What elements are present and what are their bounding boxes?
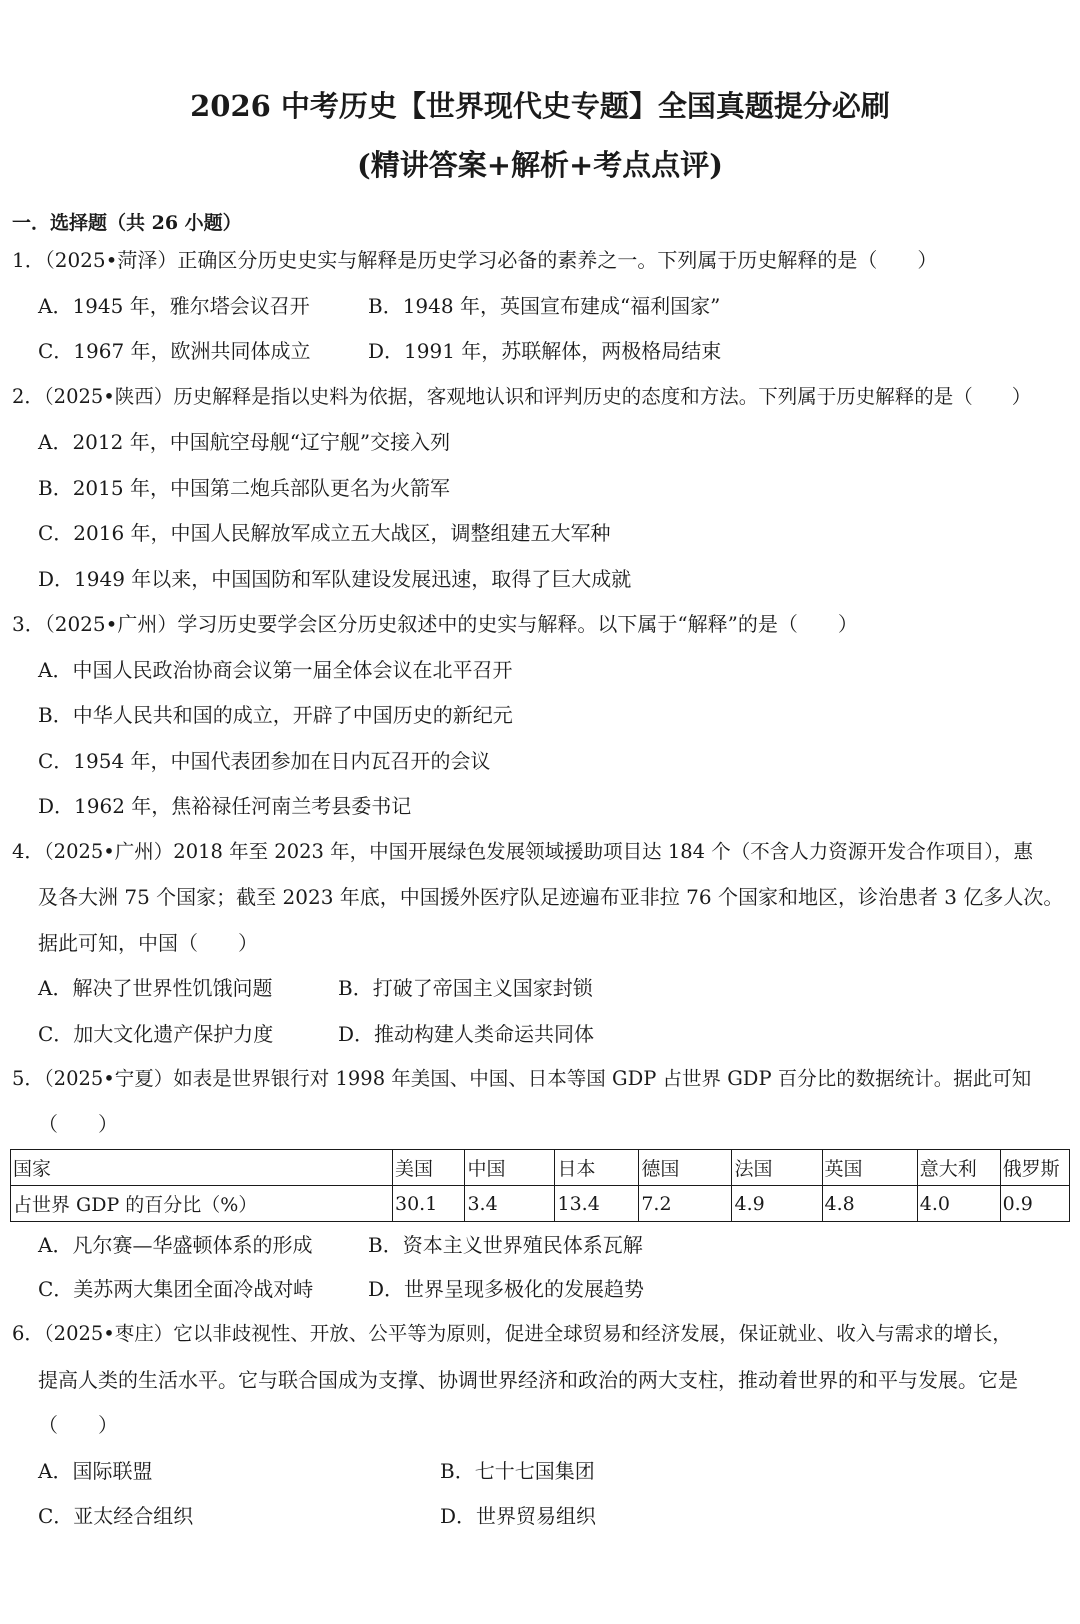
question-1-option-b[interactable]: B．1948 年，英国宣布建成“福利国家”	[368, 294, 721, 318]
gdp-table-header-row	[11, 1150, 1070, 1186]
table-cell: 日本	[555, 1150, 639, 1186]
question-3-option-c[interactable]: C．1954 年，中国代表团参加在日内瓦召开的会议	[38, 749, 491, 773]
question-1-option-c[interactable]: C．1967 年，欧洲共同体成立	[38, 339, 311, 363]
question-3-option-b[interactable]: B．中华人民共和国的成立，开辟了中国历史的新纪元	[38, 703, 513, 727]
question-6-stem-line-2: 提高人类的生活水平。它与联合国成为支撑、协调世界经济和政治的两大支柱，推动着世界的和平与发展。它是	[38, 1368, 1018, 1392]
question-5-stem-line-1: 5．（2025•宁夏）如表是世界银行对 1998 年美国、中国、日本等国 GDP 占世界 GDP 百分比的数据统计。据此可知	[12, 1067, 1032, 1090]
question-2-option-b[interactable]: B．2015 年，中国第二炮兵部队更名为火箭军	[38, 476, 450, 500]
question-2-stem: 2．（2025•陕西）历史解释是指以史料为依据，客观地认识和评判历史的态度和方法。下列属于历史解释的是（ ）	[12, 385, 1032, 408]
question-6-stem-line-3: （ ）	[38, 1413, 118, 1437]
gdp-table	[10, 1149, 1070, 1222]
table-cell: 英国	[822, 1150, 917, 1186]
question-6-stem-line-1: 6．（2025•枣庄）它以非歧视性、开放、公平等为原则，促进全球贸易和经济发展，保证就业、收入与需求的增长，	[12, 1322, 1012, 1345]
question-1-option-a[interactable]: A．1945 年，雅尔塔会议召开	[38, 294, 310, 318]
question-2-option-c[interactable]: C．2016 年，中国人民解放军成立五大战区，调整组建五大军种	[38, 521, 611, 545]
table-cell: 13.4	[555, 1186, 639, 1222]
table-cell: 意大利	[917, 1150, 1000, 1186]
table-cell: 德国	[639, 1150, 732, 1186]
question-6-option-b[interactable]: B．七十七国集团	[440, 1459, 595, 1483]
question-6-option-a[interactable]: A．国际联盟	[38, 1459, 153, 1483]
question-5-option-c[interactable]: C．美苏两大集团全面冷战对峙	[38, 1277, 314, 1301]
question-5-option-a[interactable]: A．凡尔赛—华盛顿体系的形成	[38, 1233, 313, 1257]
question-1-stem: 1．（2025•菏泽）正确区分历史史实与解释是历史学习必备的素养之一。下列属于历史解释的是（ ）	[12, 248, 938, 272]
question-5-option-d[interactable]: D．世界呈现多极化的发展趋势	[368, 1277, 645, 1301]
question-6-option-c[interactable]: C．亚太经合组织	[38, 1504, 194, 1528]
table-cell: 0.9	[1000, 1186, 1069, 1222]
question-4-option-b[interactable]: B．打破了帝国主义国家封锁	[338, 976, 593, 1000]
question-5-stem-line-2: （ ）	[38, 1112, 118, 1136]
question-2-option-a[interactable]: A．2012 年，中国航空母舰“辽宁舰”交接入列	[38, 430, 451, 454]
question-4-option-d[interactable]: D．推动构建人类命运共同体	[338, 1022, 595, 1046]
question-2-option-d[interactable]: D．1949 年以来，中国国防和军队建设发展迅速，取得了巨大成就	[38, 567, 632, 591]
question-4-stem-line-2: 及各大洲 75 个国家；截至 2023 年底，中国援外医疗队足迹遍布亚非拉 76 个国家和地区，诊治患者 3 亿多人次。	[38, 885, 1064, 909]
section-heading: 一．选择题（共 26 小题）	[12, 212, 242, 234]
table-cell: 4.8	[822, 1186, 917, 1222]
page-subtitle: (精讲答案+解析+考点点评)	[356, 148, 724, 182]
table-cell: 30.1	[392, 1186, 464, 1222]
question-3-option-a[interactable]: A．中国人民政治协商会议第一届全体会议在北平召开	[38, 658, 513, 682]
question-5-option-b[interactable]: B．资本主义世界殖民体系瓦解	[368, 1233, 643, 1257]
table-cell: 占世界 GDP 的百分比（%）	[11, 1186, 393, 1222]
table-cell: 4.0	[917, 1186, 1000, 1222]
table-cell: 俄罗斯	[1000, 1150, 1069, 1186]
question-3-option-d[interactable]: D．1962 年，焦裕禄任河南兰考县委书记	[38, 794, 412, 818]
table-cell: 国家	[11, 1150, 393, 1186]
question-1-option-d[interactable]: D．1991 年，苏联解体，两极格局结束	[368, 339, 722, 363]
question-4-stem-line-1: 4．（2025•广州）2018 年至 2023 年，中国开展绿色发展领域援助项目达 184 个（不含人力资源开发合作项目），惠	[12, 840, 1033, 863]
question-6-option-d[interactable]: D．世界贸易组织	[440, 1504, 597, 1528]
table-cell: 7.2	[639, 1186, 732, 1222]
question-4-option-a[interactable]: A．解决了世界性饥饿问题	[38, 976, 273, 1000]
gdp-table-data-row	[11, 1186, 1070, 1222]
question-4-option-c[interactable]: C．加大文化遗产保护力度	[38, 1022, 274, 1046]
table-cell: 3.4	[465, 1186, 555, 1222]
page-title: 2026 中考历史【世界现代史专题】全国真题提分必刷	[190, 89, 890, 123]
table-cell: 4.9	[732, 1186, 822, 1222]
table-cell: 法国	[732, 1150, 822, 1186]
question-4-stem-line-3: 据此可知，中国（ ）	[38, 931, 258, 955]
table-cell: 中国	[465, 1150, 555, 1186]
question-3-stem: 3．（2025•广州）学习历史要学会区分历史叙述中的史实与解释。以下属于“解释”的是（ ）	[12, 612, 858, 636]
table-cell: 美国	[392, 1150, 464, 1186]
